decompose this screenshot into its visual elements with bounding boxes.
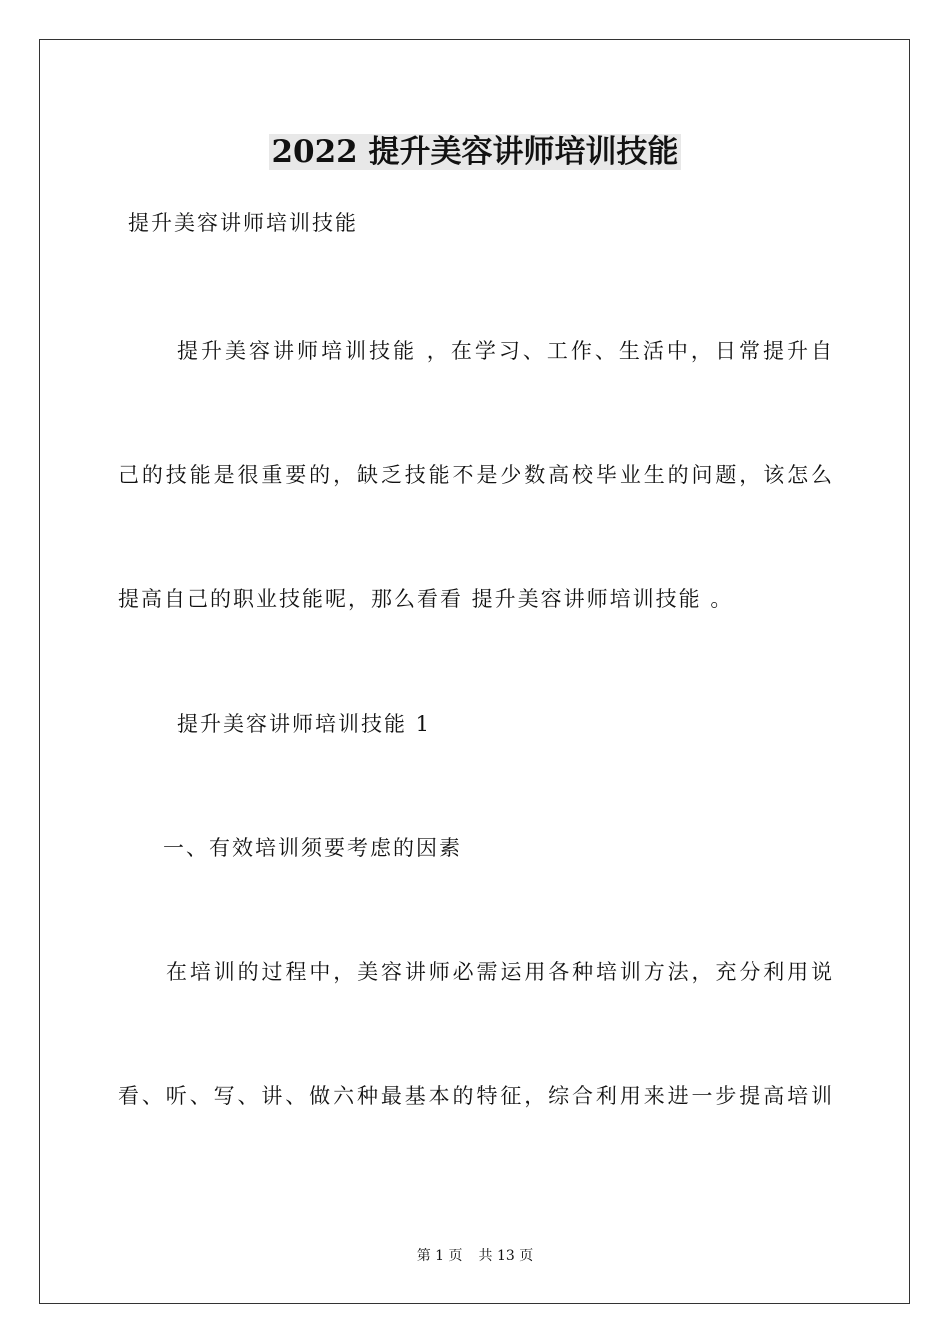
section-heading-1: 提升美容讲师培训技能 1 — [177, 712, 432, 736]
paragraph-line-1: 提升美容讲师培训技能 ，在学习、工作、生活中，日常提升自 — [177, 339, 832, 363]
document-title — [0, 130, 950, 174]
page-total: 共 13 页 — [478, 1248, 534, 1264]
subsection-heading: 一、有效培训须要考虑的因素 — [163, 836, 462, 860]
page-number: 第 1 页 — [416, 1248, 463, 1264]
page-footer — [0, 1246, 950, 1266]
document-subtitle: 提升美容讲师培训技能 — [128, 211, 358, 235]
paragraph-line-4: 在培训的过程中，美容讲师必需运用各种培训方法，充分利用说 — [166, 960, 832, 984]
document-title-text: 2022 提升美容讲师培训技能 — [271, 134, 679, 170]
paragraph-line-3: 提高自己的职业技能呢，那么看看 提升美容讲师培训技能 。 — [118, 587, 734, 611]
paragraph-line-5: 看、听、写、讲、做六种最基本的特征，综合利用来进一步提高培训 — [118, 1084, 832, 1108]
paragraph-line-2: 己的技能是很重要的，缺乏技能不是少数高校毕业生的问题，该怎么 — [118, 463, 832, 487]
